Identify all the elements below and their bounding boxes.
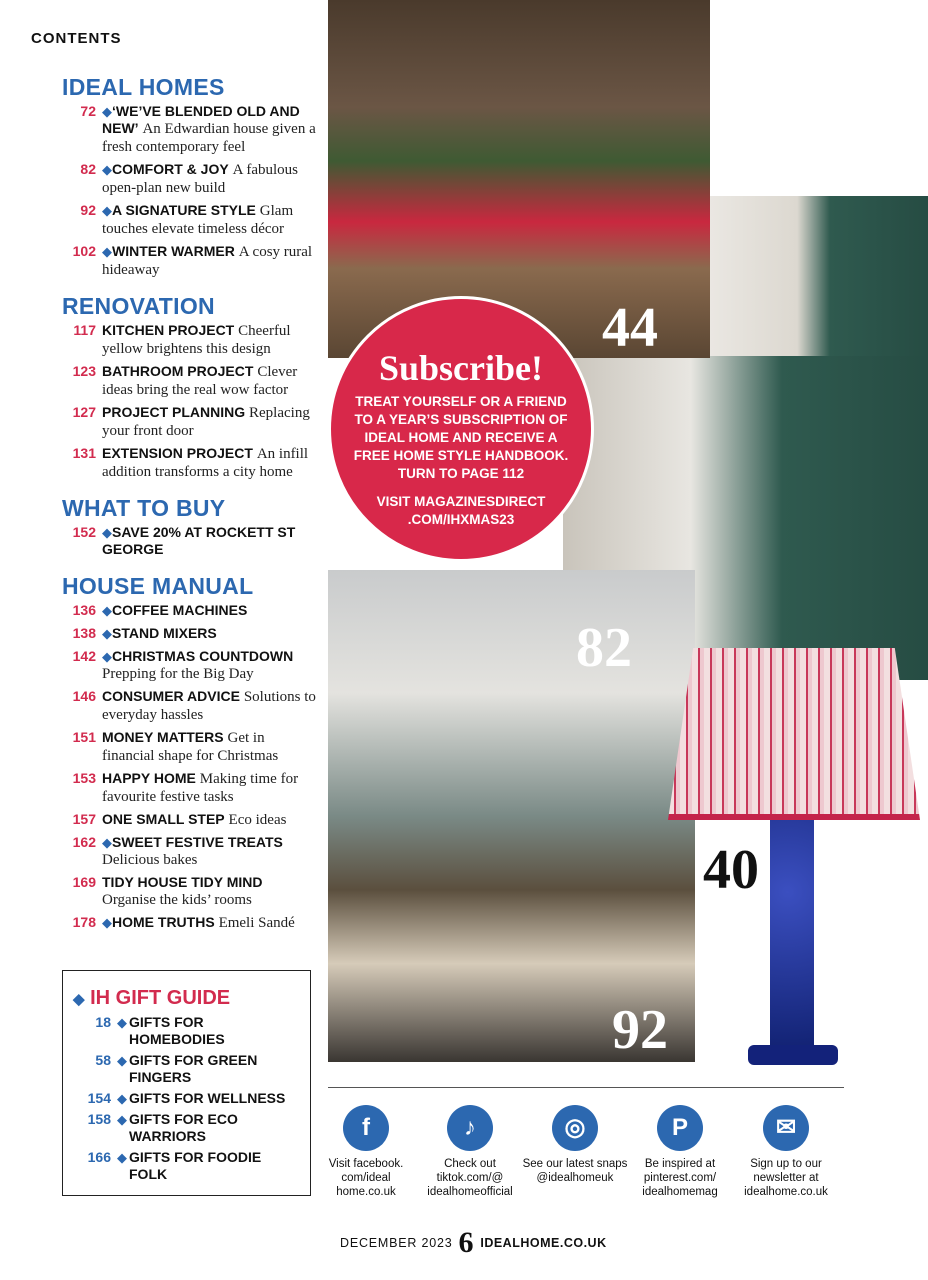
footer xyxy=(340,1226,607,1260)
gift-item[interactable] xyxy=(73,1111,300,1145)
gift-title: GIFTS FOR FOODIE FOLK xyxy=(129,1149,262,1182)
page-number: 166 xyxy=(87,1149,111,1165)
diamond-icon: ◆ xyxy=(117,1112,127,1127)
page-number: 169 xyxy=(72,874,96,890)
social-text: Be inspired at pinterest.com/ idealhomemag xyxy=(642,1158,718,1198)
section-heading: WHAT TO BUY xyxy=(62,495,226,521)
item-desc: An Edwardian house given a fresh contemporary feel xyxy=(102,121,316,155)
diamond-icon: ◆ xyxy=(102,525,112,540)
lamp-base xyxy=(770,820,814,1060)
gift-item[interactable] xyxy=(73,1149,300,1183)
item-desc: A fabulous open-plan new build xyxy=(102,162,298,196)
page-number: 82 xyxy=(80,161,96,177)
gift-item[interactable] xyxy=(73,1052,300,1086)
item-desc: Replacing your front door xyxy=(102,405,310,439)
subscribe-badge[interactable] xyxy=(328,296,594,562)
gift-item[interactable] xyxy=(73,1090,300,1107)
page-number: 142 xyxy=(72,648,96,664)
item-desc: Get in financial shape for Christmas xyxy=(102,730,279,764)
diamond-icon: ◆ xyxy=(102,649,112,664)
diamond-icon: ◆ xyxy=(102,626,112,641)
divider xyxy=(328,1087,844,1088)
contents-item[interactable] xyxy=(62,770,320,806)
section-heading: RENOVATION xyxy=(62,293,215,319)
item-desc: Prepping for the Big Day xyxy=(102,666,254,682)
page-number: 92 xyxy=(80,202,96,218)
item-title: SWEET FESTIVE TREATS xyxy=(112,834,283,850)
page-number: 72 xyxy=(80,103,96,119)
item-title: KITCHEN PROJECT xyxy=(102,322,235,338)
mail-icon[interactable]: ✉ xyxy=(763,1105,809,1151)
page-number: 6 xyxy=(458,1226,475,1259)
contents-item[interactable] xyxy=(62,322,320,358)
item-desc: Cheerful yellow brightens this design xyxy=(102,323,291,357)
page-ref-92: 92 xyxy=(612,999,668,1061)
social-link[interactable] xyxy=(625,1105,735,1199)
instagram-icon[interactable]: ◎ xyxy=(552,1105,598,1151)
page-ref-40: 40 xyxy=(703,839,759,901)
contents-item[interactable] xyxy=(62,834,320,869)
section xyxy=(62,293,320,481)
item-desc: A cosy rural hideaway xyxy=(102,244,313,278)
page-ref-44: 44 xyxy=(602,297,658,359)
subscribe-body: TREAT YOURSELF OR A FRIEND TO A YEAR’S SUBSCRIPTION OF IDEAL HOME AND RECEIVE A FREE HOME STYLE HANDBOOK. TURN TO PAGE 112 xyxy=(353,394,569,481)
item-desc: An infill addition transforms a city home xyxy=(102,446,309,480)
page-number: 127 xyxy=(72,404,96,420)
item-title: HAPPY HOME xyxy=(102,770,196,786)
item-desc: Glam touches elevate timeless décor xyxy=(102,203,294,237)
item-desc: Organise the kids’ rooms xyxy=(102,892,252,908)
diamond-icon: ◆ xyxy=(117,1015,127,1030)
subscribe-title: Subscribe! xyxy=(378,348,544,388)
page-number: 138 xyxy=(72,625,96,641)
page-number: 157 xyxy=(72,811,96,827)
page-number: 146 xyxy=(72,688,96,704)
item-title: HOME TRUTHS xyxy=(112,914,215,930)
subscribe-link[interactable]: VISIT MAGAZINESDIRECT .COM/IHXMAS23 xyxy=(376,494,546,527)
page-ref-82: 82 xyxy=(576,617,632,679)
section xyxy=(62,74,320,279)
item-desc: Emeli Sandé xyxy=(218,915,295,931)
item-title: EXTENSION PROJECT xyxy=(102,445,253,461)
lamp-foot xyxy=(748,1045,838,1065)
item-title: TIDY HOUSE TIDY MIND xyxy=(102,874,263,890)
contents-item[interactable] xyxy=(62,404,320,440)
social-link[interactable] xyxy=(415,1105,525,1199)
item-title: WINTER WARMER xyxy=(112,243,235,259)
item-desc: Solutions to everyday hassles xyxy=(102,689,316,723)
diamond-icon: ◆ xyxy=(102,162,112,177)
item-desc: Clever ideas bring the real wow factor xyxy=(102,364,298,398)
social-text: See our latest snaps @idealhomeuk xyxy=(522,1158,628,1184)
diamond-icon: ◆ xyxy=(102,603,112,618)
website[interactable]: IDEALHOME.CO.UK xyxy=(480,1236,607,1250)
diamond-icon: ◆ xyxy=(102,915,112,930)
item-title: BATHROOM PROJECT xyxy=(102,363,254,379)
contents-item[interactable] xyxy=(62,688,320,724)
page-number: 154 xyxy=(87,1090,111,1106)
page-number: 102 xyxy=(72,243,96,259)
gift-item[interactable] xyxy=(73,1014,300,1048)
gift-guide-box xyxy=(62,970,311,1196)
item-title: CONSUMER ADVICE xyxy=(102,688,240,704)
contents-item[interactable] xyxy=(62,243,320,279)
section xyxy=(62,495,320,559)
page-number: 117 xyxy=(73,322,96,338)
social-link[interactable] xyxy=(731,1105,841,1199)
page-number: 123 xyxy=(72,363,96,379)
page-number: 178 xyxy=(72,914,96,930)
tiktok-icon[interactable]: ♪ xyxy=(447,1105,493,1151)
item-desc: Delicious bakes xyxy=(102,852,198,868)
issue-date: DECEMBER 2023 xyxy=(340,1236,453,1250)
gift-title: GIFTS FOR ECO WARRIORS xyxy=(129,1111,238,1144)
item-desc: Eco ideas xyxy=(228,812,287,828)
diamond-icon: ◆ xyxy=(102,244,112,259)
page-number: 158 xyxy=(87,1111,111,1127)
social-link[interactable] xyxy=(311,1105,421,1199)
diamond-icon: ◆ xyxy=(117,1150,127,1165)
item-title: PROJECT PLANNING xyxy=(102,404,246,420)
contents-item[interactable] xyxy=(62,914,320,932)
page-number: 58 xyxy=(95,1052,111,1068)
page-title: CONTENTS xyxy=(31,30,122,47)
kitchen-photo-upper xyxy=(710,196,928,356)
contents-item[interactable] xyxy=(62,874,320,909)
social-text: Visit facebook. com/ideal home.co.uk xyxy=(328,1158,404,1198)
diamond-icon: ◆ xyxy=(102,203,112,218)
item-title: SAVE 20% AT ROCKETT ST GEORGE xyxy=(102,524,296,557)
diamond-icon: ◆ xyxy=(117,1053,127,1068)
page-number: 131 xyxy=(72,445,96,461)
contents-column xyxy=(62,74,320,946)
item-title: CHRISTMAS COUNTDOWN xyxy=(112,648,294,664)
lampshade xyxy=(668,648,920,820)
gift-title: GIFTS FOR GREEN FINGERS xyxy=(129,1052,258,1085)
contents-item[interactable] xyxy=(62,363,320,399)
gift-title: GIFTS FOR HOMEBODIES xyxy=(129,1014,225,1047)
social-text: Check out tiktok.com/@ idealhomeofficial xyxy=(427,1158,513,1198)
item-desc: Making time for favourite festive tasks xyxy=(102,771,299,805)
social-link[interactable] xyxy=(520,1105,630,1185)
contents-item[interactable] xyxy=(62,524,320,559)
item-title: COFFEE MACHINES xyxy=(112,602,248,618)
facebook-icon[interactable]: f xyxy=(343,1105,389,1151)
diamond-icon: ◆ xyxy=(102,835,112,850)
gift-title: GIFTS FOR WELLNESS xyxy=(129,1090,286,1106)
section-heading: IDEAL HOMES xyxy=(62,74,225,100)
page-number: 153 xyxy=(72,770,96,786)
dining-table-photo xyxy=(328,570,695,1062)
contents-item[interactable] xyxy=(62,202,320,238)
contents-item[interactable] xyxy=(62,811,320,829)
contents-item[interactable] xyxy=(62,648,320,683)
contents-item[interactable] xyxy=(62,625,320,643)
item-title: MONEY MATTERS xyxy=(102,729,224,745)
diamond-icon: ◆ xyxy=(102,104,112,119)
contents-item[interactable] xyxy=(62,103,320,156)
page-number: 151 xyxy=(72,729,96,745)
item-title: ‘WE’VE BLENDED OLD AND NEW’ xyxy=(102,103,300,136)
item-title: ONE SMALL STEP xyxy=(102,811,225,827)
contents-item[interactable] xyxy=(62,161,320,197)
page-number: 162 xyxy=(72,834,96,850)
diamond-icon: ◆ xyxy=(117,1091,127,1106)
page-number: 18 xyxy=(95,1014,111,1030)
page-number: 136 xyxy=(72,602,96,618)
page-number: 152 xyxy=(72,524,96,540)
section-heading: HOUSE MANUAL xyxy=(62,573,254,599)
item-title: COMFORT & JOY xyxy=(112,161,229,177)
contents-item[interactable] xyxy=(62,445,320,481)
item-title: STAND MIXERS xyxy=(112,625,217,641)
section xyxy=(62,573,320,932)
social-text: Sign up to our newsletter at idealhome.co.uk xyxy=(744,1158,828,1198)
contents-item[interactable] xyxy=(62,602,320,620)
item-title: A SIGNATURE STYLE xyxy=(112,202,256,218)
contents-item[interactable] xyxy=(62,729,320,765)
gift-guide-title: ◆ IH GIFT GUIDE xyxy=(73,987,231,1009)
pinterest-icon[interactable]: P xyxy=(657,1105,703,1151)
